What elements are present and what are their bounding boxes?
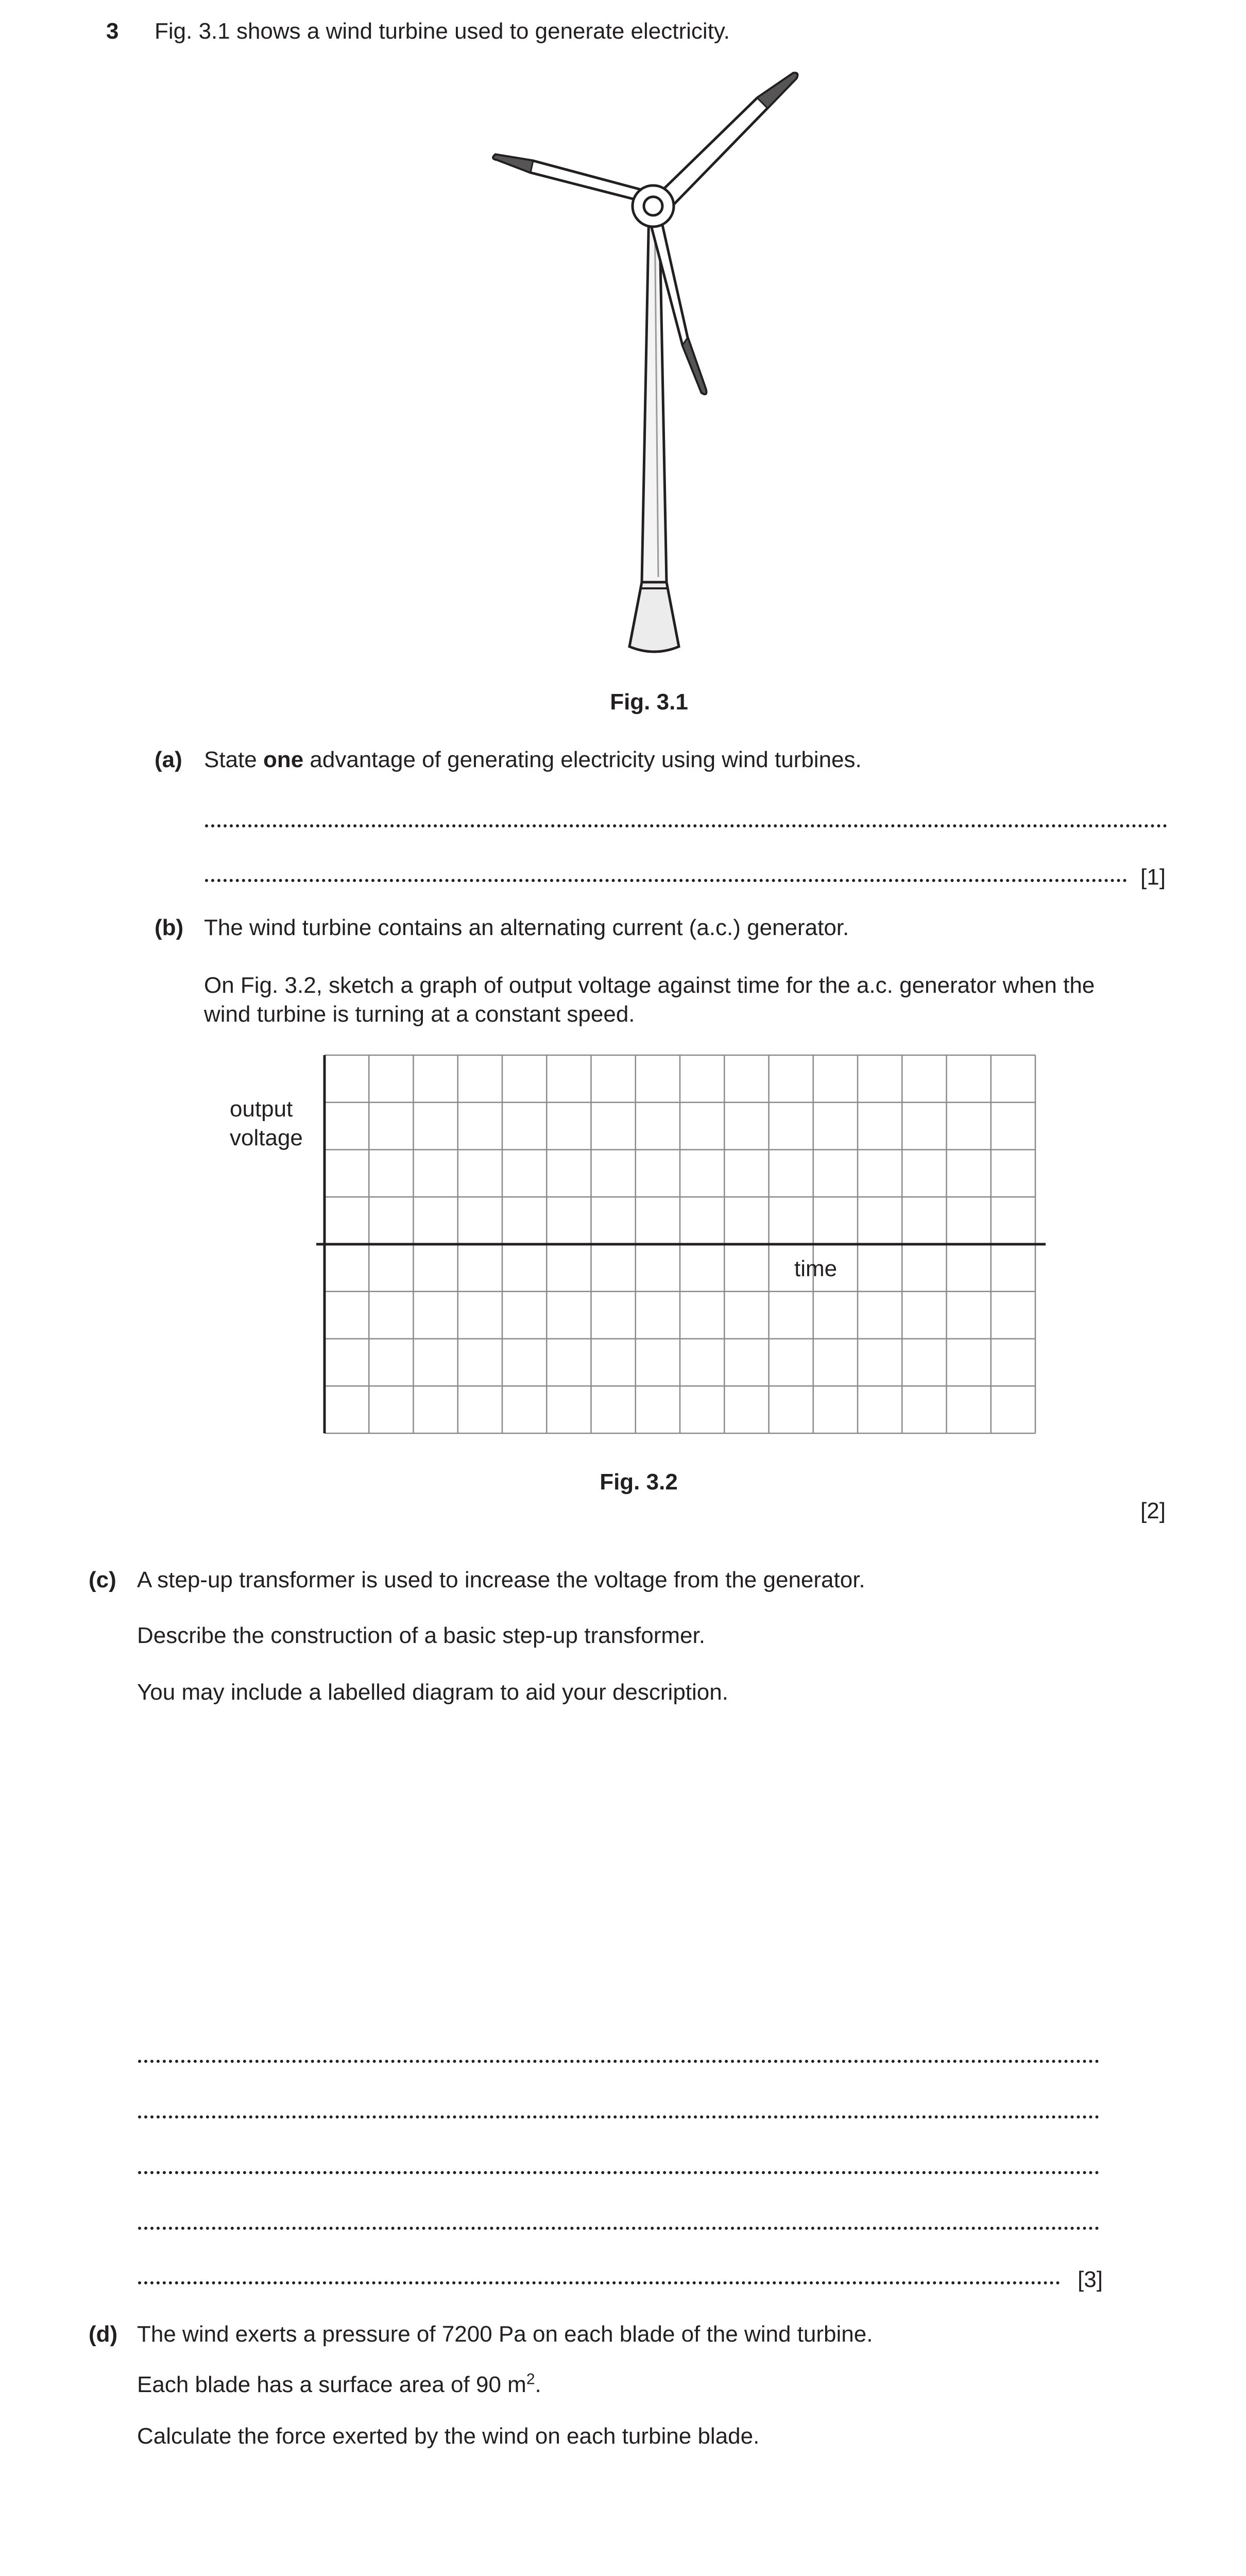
fig-3-2-caption: Fig. 3.2 bbox=[600, 1469, 678, 1495]
answer-line-c-2[interactable] bbox=[138, 2115, 1099, 2119]
x-axis-label: time bbox=[794, 1256, 838, 1281]
answer-line-c-4[interactable] bbox=[138, 2227, 1099, 2230]
part-b-instruction-2: wind turbine is turning at a constant speed. bbox=[204, 1002, 635, 1027]
answer-line-a-1[interactable] bbox=[205, 824, 1167, 827]
part-a-text-pre: State bbox=[204, 747, 263, 772]
question-intro: Fig. 3.1 shows a wind turbine used to generate electricity. bbox=[155, 19, 730, 44]
part-d-line2 bbox=[137, 2371, 541, 2399]
part-a-mark: [1] bbox=[1140, 865, 1166, 890]
part-c-mark: [3] bbox=[1078, 2267, 1103, 2292]
part-d-label: (d) bbox=[89, 2321, 118, 2347]
answer-line-c-3[interactable] bbox=[138, 2171, 1099, 2174]
part-c-line2: Describe the construction of a basic step-up transformer. bbox=[137, 1623, 705, 1648]
part-d-line2-sup: 2 bbox=[526, 2370, 535, 2388]
answer-line-c-5[interactable] bbox=[138, 2281, 1060, 2284]
question-number: 3 bbox=[106, 19, 119, 44]
part-b-label: (b) bbox=[155, 915, 184, 940]
part-d-text: The wind exerts a pressure of 7200 Pa on each blade of the wind turbine. bbox=[137, 2321, 873, 2347]
fig-3-1-caption: Fig. 3.1 bbox=[610, 689, 688, 715]
voltage-time-grid[interactable] bbox=[309, 1051, 1051, 1437]
part-b-mark: [2] bbox=[1140, 1498, 1166, 1523]
wind-turbine-figure bbox=[453, 67, 824, 670]
part-a-text-bold: one bbox=[263, 747, 304, 772]
part-a-label: (a) bbox=[155, 747, 182, 772]
part-c-text: A step-up transformer is used to increase the voltage from the generator. bbox=[137, 1567, 865, 1592]
y-axis-label-line1: output bbox=[230, 1096, 293, 1122]
part-d-line2-post: . bbox=[535, 2372, 541, 2397]
part-d-line2-pre: Each blade has a surface area of 90 m bbox=[137, 2372, 526, 2397]
answer-line-c-1[interactable] bbox=[138, 2060, 1099, 2063]
answer-line-a-2[interactable] bbox=[205, 879, 1127, 882]
part-c-label: (c) bbox=[89, 1567, 116, 1592]
part-b-text: The wind turbine contains an alternating current (a.c.) generator. bbox=[204, 915, 849, 940]
turbine-base bbox=[629, 582, 679, 652]
y-axis-label-line2: voltage bbox=[230, 1125, 303, 1150]
part-a-text bbox=[204, 746, 862, 774]
part-a-text-post: advantage of generating electricity using wind turbines. bbox=[303, 747, 862, 772]
part-c-line3: You may include a labelled diagram to aid your description. bbox=[137, 1680, 728, 1705]
part-b-instruction-1: On Fig. 3.2, sketch a graph of output voltage against time for the a.c. generator when the bbox=[204, 973, 1095, 998]
part-d-line3: Calculate the force exerted by the wind on each turbine blade. bbox=[137, 2424, 760, 2449]
